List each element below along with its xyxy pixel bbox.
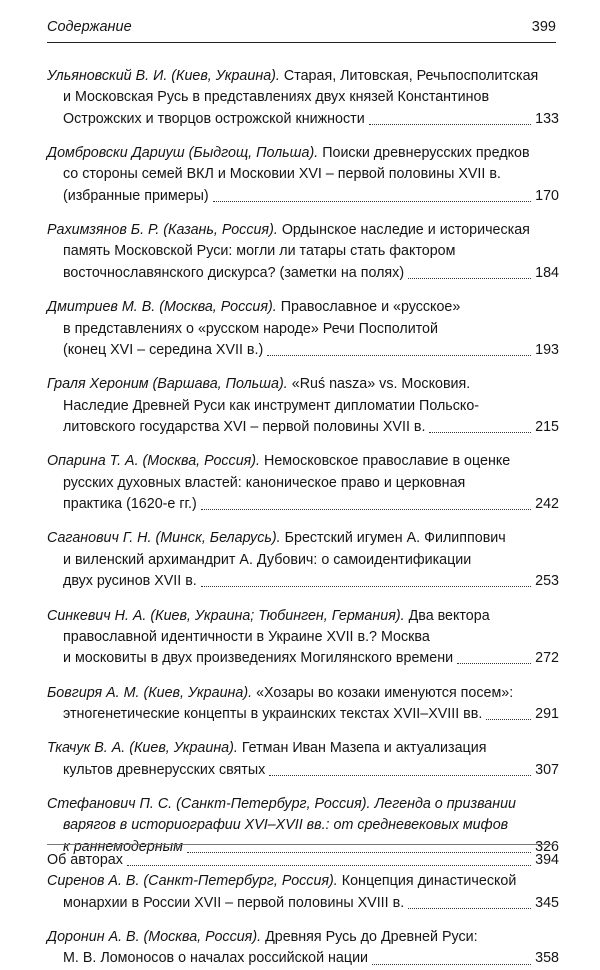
entry-title-line: Два вектора (408, 607, 490, 624)
entry-page-number[interactable]: 358 (535, 950, 559, 967)
dot-leader (267, 355, 531, 356)
entry-title-line: Старая, Литовская, Речьпосполитская (283, 68, 539, 84)
toc-entry-about-authors[interactable] (47, 850, 559, 871)
entry-title-line: и виленский архимандрит А. Дубович: о самоидентификации (63, 551, 472, 568)
entry-author: Граля Хероним (Варшава, Польша). (47, 376, 288, 393)
running-header-title: Содержание (47, 19, 132, 35)
entry-title-line: Легенда о призвании (374, 796, 516, 813)
about-authors-page-number[interactable]: 394 (535, 852, 559, 868)
toc-entry[interactable] (47, 871, 559, 914)
entry-author: Дмитриев М. В. (Москва, Россия). (47, 299, 277, 316)
entry-page-number[interactable]: 184 (535, 264, 559, 281)
dot-leader (201, 586, 531, 587)
dot-leader (369, 124, 531, 125)
entry-title-line: двух русинов XVII в. (63, 573, 197, 590)
entry-title-line: Древняя Русь до Древней Руси: (265, 929, 478, 946)
entry-title-line: «Хозары во козаки именуются посем»: (256, 684, 514, 701)
entry-author: Бовгиря А. М. (Киев, Украина). (47, 684, 253, 701)
dot-leader (269, 775, 531, 776)
entry-author: Домбровски Дариуш (Быдгощ, Польша). (47, 145, 319, 162)
entry-title-line: Немосковское православие в оценке (264, 453, 511, 470)
toc-entry[interactable] (47, 606, 559, 670)
entry-page-number[interactable]: 215 (535, 418, 559, 435)
dot-leader (429, 432, 531, 433)
dot-leader (213, 201, 531, 202)
entry-page-number[interactable]: 170 (535, 187, 559, 204)
entry-title-line: монархии в России XVII – первой половины XVIII в. (63, 894, 405, 911)
entry-title-line: Православное и «русское» (280, 299, 461, 316)
entry-title-line: в представлениях о «русском народе» Речи Посполитой (63, 320, 438, 337)
toc-entry[interactable] (47, 66, 559, 130)
entry-page-number[interactable]: 133 (535, 110, 559, 127)
about-authors-label: Об авторах (47, 852, 123, 868)
entry-author: Синкевич Н. А. (Киев, Украина; Тюбинген, Германия). (47, 607, 405, 624)
entry-page-number[interactable]: 272 (535, 650, 559, 667)
entry-page-number[interactable]: 291 (535, 705, 559, 722)
dot-leader (408, 908, 531, 909)
running-header (47, 14, 556, 43)
entry-author: Стефанович П. С. (Санкт-Петербург, Россия). (47, 796, 371, 813)
dot-leader (457, 663, 531, 664)
section-divider (47, 844, 556, 845)
entry-page-number[interactable]: 326 (535, 838, 559, 855)
entry-title-line: Гетман Иван Мазепа и актуализация (241, 740, 487, 757)
entry-title-line: литовского государства XVI – первой половины XVII в. (63, 418, 426, 435)
entry-author: Ткачук В. А. (Киев, Украина). (47, 740, 238, 757)
entry-title-line: память Московской Руси: могли ли татары стать фактором (63, 243, 456, 260)
entry-title-line: русских духовных властей: каноническое право и церковная (63, 474, 466, 491)
entry-title-line: Поиски древнерусских предков (322, 145, 530, 162)
entry-author: Ульяновский В. И. (Киев, Украина). (47, 68, 280, 84)
entry-title-line: и Московская Русь в представлениях двух князей Константинов (63, 89, 490, 106)
entry-title-line: Концепция династической (341, 873, 517, 890)
entry-title-line: православной идентичности в Украине XVII в.? Москва (63, 628, 430, 645)
toc-entry[interactable] (47, 220, 559, 284)
toc-entry[interactable] (47, 927, 559, 970)
entry-page-number[interactable]: 193 (535, 341, 559, 358)
entry-author: Опарина Т. А. (Москва, Россия). (47, 453, 261, 470)
dot-leader (127, 865, 531, 866)
entry-title-line: (конец XVI – середина XVII в.) (63, 341, 264, 358)
entry-page-number[interactable]: 307 (535, 761, 559, 778)
entry-title-line: этногенетические концепты в украинских текстах XVII–XVIII вв. (63, 705, 483, 722)
entry-title-line: Ордынское наследие и историческая (281, 222, 530, 239)
toc-entry[interactable] (47, 528, 559, 592)
entry-title-line: культов древнерусских святых (63, 761, 266, 778)
toc-entry[interactable] (47, 374, 559, 438)
dot-leader (408, 278, 531, 279)
dot-leader (201, 509, 531, 510)
entry-title-line: восточнославянского дискурса? (заметки на полях) (63, 264, 405, 281)
entry-title-line: со стороны семей ВКЛ и Московии XVI – первой половины XVII в. (63, 166, 501, 183)
entry-author: Доронин А. В. (Москва, Россия). (47, 929, 262, 946)
entry-title-line: М. В. Ломоносов о началах российской нации (63, 950, 369, 967)
entry-title-line: Брестский игумен А. Филиппович (284, 530, 506, 547)
entry-title-line: «Ruś nasza» vs. Московия. (291, 376, 471, 393)
entry-author: Сиренов А. В. (Санкт-Петербург, Россия). (47, 873, 338, 890)
entry-title-line: варягов в историографии XVI–XVII вв.: от средневековых мифов (63, 817, 509, 834)
entry-author: Рахимзянов Б. Р. (Казань, Россия). (47, 222, 278, 239)
entry-title-line: практика (1620-е гг.) (63, 495, 197, 512)
entry-title-line: (избранные примеры) (63, 187, 209, 204)
toc-entry[interactable] (47, 143, 559, 207)
toc-entry[interactable] (47, 794, 559, 858)
toc-entry[interactable] (47, 451, 559, 515)
entry-title-line: и московиты в двух произведениях Могилянского времени (63, 650, 454, 667)
entry-title-line: Наследие Древней Руси как инструмент дипломатии Польско- (63, 397, 480, 414)
entry-page-number[interactable]: 242 (535, 495, 559, 512)
entry-page-number[interactable]: 253 (535, 573, 559, 590)
entry-title-line: Острожских и творцов острожской книжности (63, 110, 365, 127)
entry-author: Саганович Г. Н. (Минск, Беларусь). (47, 530, 281, 547)
dot-leader (486, 719, 531, 720)
dot-leader (372, 964, 531, 965)
page-number: 399 (531, 19, 556, 35)
toc-entry[interactable] (47, 738, 559, 781)
toc-list (47, 66, 559, 970)
entry-page-number[interactable]: 345 (535, 894, 559, 911)
entry-title-line: к раннемодерным (63, 838, 183, 855)
toc-entry[interactable] (47, 683, 559, 726)
toc-entry[interactable] (47, 297, 559, 361)
